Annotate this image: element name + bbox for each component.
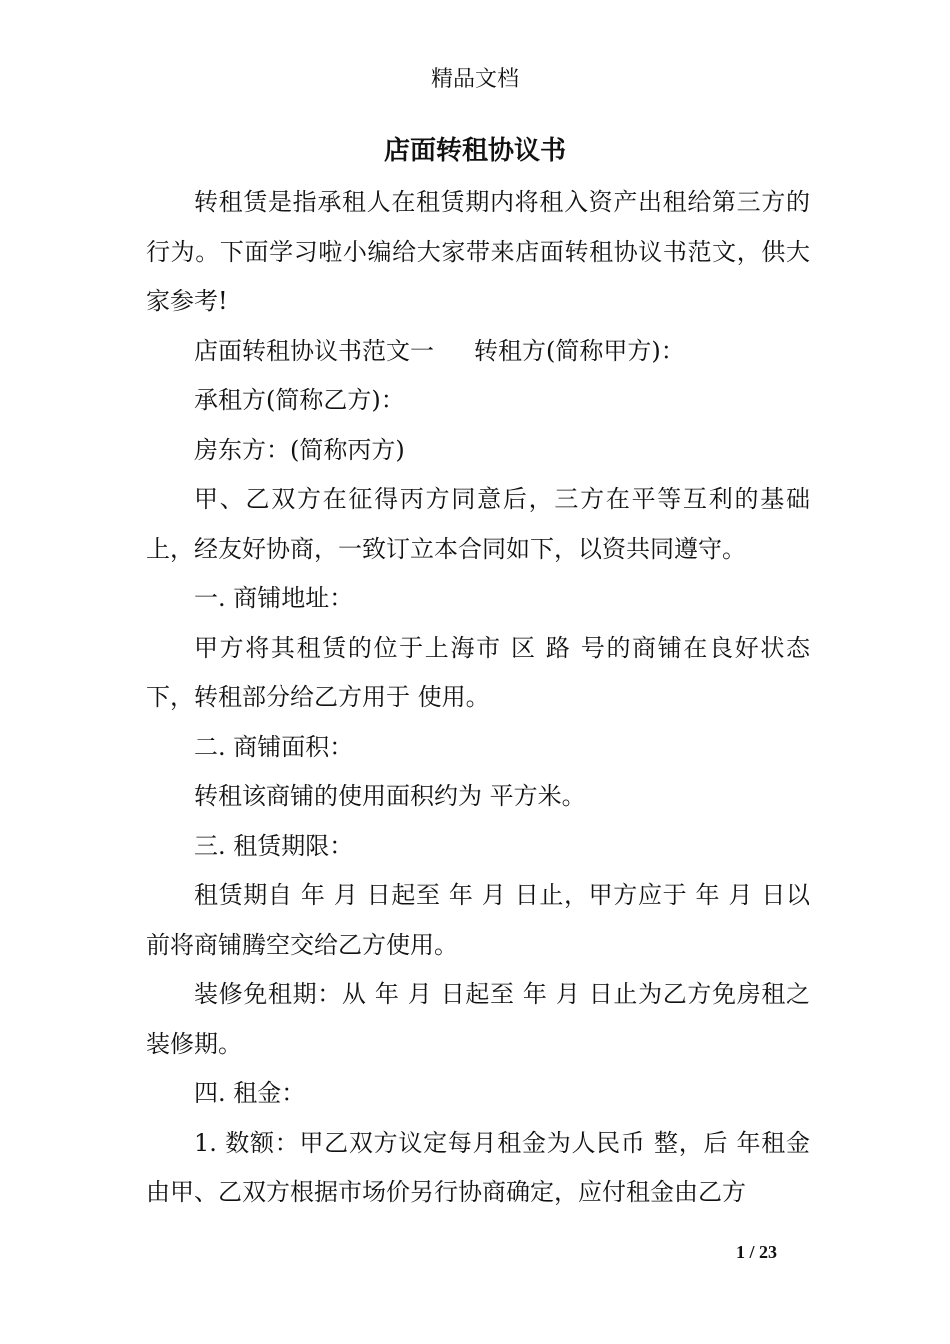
section-3-body-renovation: 装修免租期：从 年 月 日起至 年 月 日止为乙方免房租之装修期。: [146, 980, 810, 1058]
party-b-label: 承租方(简称乙方)：: [194, 386, 405, 414]
sample-title: 店面转租协议书范文一: [194, 336, 434, 365]
section-3-heading: 三. 租赁期限：: [194, 831, 354, 860]
party-a-label: 转租方(简称甲方)：: [474, 336, 685, 365]
paragraph-sample-heading: [146, 327, 810, 377]
section-2-body: 转租该商铺的使用面积约为 平方米。: [194, 782, 586, 810]
paragraph-intro: 转租赁是指承租人在租赁期内将租入资产出租给第三方的行为。下面学习啦小编给大家带来店面转租协议书范文，供大家参考!: [146, 188, 810, 315]
section-2-heading: 二. 商铺面积：: [194, 732, 354, 761]
document-body: [146, 178, 810, 1218]
document-header: 精品文档: [430, 67, 519, 92]
party-c-label: 房东方：(简称丙方): [194, 435, 405, 464]
section-4-heading: 四. 租金：: [194, 1079, 306, 1107]
section-1-body: 甲方将其租赁的位于上海市 区 路 号的商铺在良好状态下，转租部分给乙方用于 使用。: [146, 633, 810, 711]
paragraph-preamble: 甲、乙双方在征得丙方同意后，三方在平等互利的基础上，经友好协商，一致订立本合同如下，以资共同遵守。: [146, 485, 810, 563]
document-title: 店面转租协议书: [383, 136, 566, 166]
section-3-body-term: 租赁期自 年 月 日起至 年 月 日止，甲方应于 年 月 日以前将商铺腾空交给乙方使用。: [146, 881, 810, 959]
page-number: 1 / 23: [736, 1242, 778, 1262]
section-1-heading: 一. 商铺地址：: [194, 584, 354, 612]
section-4-body-amount: 1. 数额：甲乙双方议定每月租金为人民币 整，后 年租金由甲、乙双方根据市场价另行协商确定，应付租金由乙方: [146, 1128, 810, 1206]
